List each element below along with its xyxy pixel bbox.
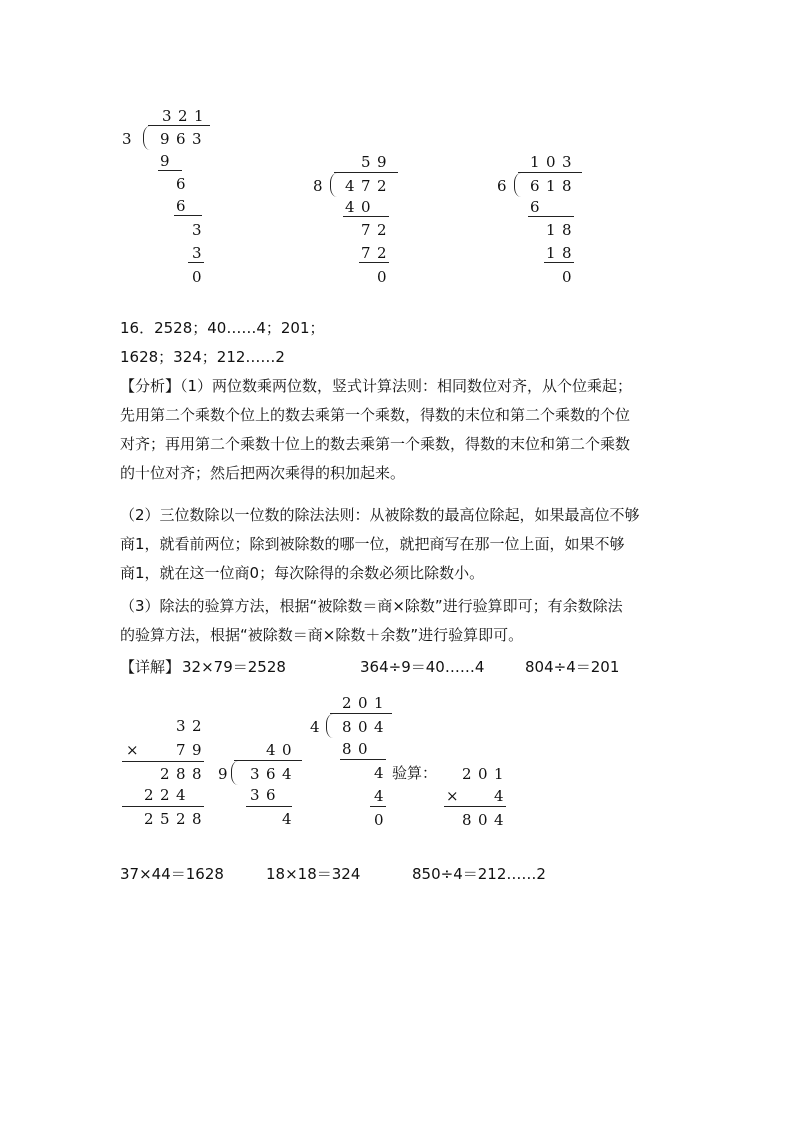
dividend-digit: 7: [361, 177, 371, 195]
equation: 804÷4＝201: [525, 658, 620, 676]
divisor: 8: [313, 177, 323, 195]
remainder: 0: [192, 268, 202, 286]
check-label: 验算：: [392, 764, 438, 782]
result-digit: 2: [144, 810, 154, 828]
analysis-paragraph: （2）三位数除以一位数的除法法则：从被除数的最高位除起，如果最高位不够: [120, 506, 640, 524]
multiplicand-digit: 3: [176, 717, 186, 735]
equation: 37×44＝1628: [120, 865, 224, 883]
equation: 850÷4＝212……2: [412, 865, 546, 883]
partial-digit: 8: [176, 765, 186, 783]
answer-line-1: 16．2528；40……4；201；: [120, 319, 325, 337]
quotient-digit: 0: [282, 741, 292, 759]
division-bracket: [514, 173, 521, 197]
partial-digit: 2: [160, 786, 170, 804]
dividend-digit: 8: [562, 177, 572, 195]
step-digit: 1: [546, 244, 556, 262]
quotient-digit: 3: [562, 153, 572, 171]
remainder: 4: [282, 810, 292, 828]
times-sign: ×: [126, 741, 139, 759]
dividend-digit: 3: [192, 130, 202, 148]
check-digit: 4: [494, 787, 504, 805]
step-digit: 6: [266, 786, 276, 804]
equation: 32×79＝2528: [182, 658, 286, 676]
analysis-paragraph: 商1，就在这一位商0；每次除得的余数必须比除数小。: [120, 564, 485, 582]
dividend-digit: 6: [176, 130, 186, 148]
division-bracket: [231, 761, 238, 785]
result-digit: 5: [160, 810, 170, 828]
division-bar: [148, 125, 210, 126]
multiplier-digit: 7: [176, 741, 186, 759]
product-line: [444, 806, 506, 807]
step-digit: 3: [250, 786, 260, 804]
step-line: [528, 216, 574, 217]
step-line: [544, 262, 574, 263]
step-line: [370, 806, 386, 807]
quotient-digit: 4: [266, 741, 276, 759]
step-digit: 9: [160, 152, 170, 170]
division-bar: [234, 760, 302, 761]
analysis-paragraph: 的验算方法，根据“被除数＝商×除数＋余数”进行验算即可。: [120, 626, 524, 644]
step-digit: 8: [562, 244, 572, 262]
dividend-digit: 6: [530, 177, 540, 195]
dividend-digit: 4: [345, 177, 355, 195]
dividend-digit: 4: [374, 718, 384, 736]
dividend-digit: 4: [282, 765, 292, 783]
step-digit: 0: [361, 198, 371, 216]
dividend-digit: 8: [342, 718, 352, 736]
partial-digit: 8: [192, 765, 202, 783]
step-line: [359, 262, 389, 263]
step-line: [174, 215, 202, 216]
dividend-digit: 6: [266, 765, 276, 783]
remainder: 0: [562, 268, 572, 286]
dividend-digit: 9: [160, 130, 170, 148]
quotient-digit: 5: [361, 153, 371, 171]
quotient-digit: 0: [358, 694, 368, 712]
divisor: 9: [218, 765, 228, 783]
analysis-paragraph: 对齐；再用第二个乘数十位上的数去乘第一个乘数，得数的末位和第二个乘数: [120, 435, 631, 453]
step-digit: 3: [192, 221, 202, 239]
partial-digit: 4: [176, 786, 186, 804]
check-result-digit: 0: [478, 811, 488, 829]
detail-label: 【详解】: [120, 658, 181, 676]
product-line: [122, 806, 204, 807]
quotient-digit: 1: [194, 107, 204, 125]
step-digit: 6: [530, 198, 540, 216]
times-sign: ×: [446, 787, 459, 805]
divisor: 4: [310, 718, 320, 736]
step-digit: 2: [377, 221, 387, 239]
check-result-digit: 4: [494, 811, 504, 829]
dividend-digit: 0: [358, 718, 368, 736]
dividend-digit: 2: [377, 177, 387, 195]
step-line: [340, 759, 386, 760]
partial-digit: 2: [160, 765, 170, 783]
division-bracket: [326, 714, 333, 738]
analysis-paragraph: 先用第二个乘数个位上的数去乘第一个乘数，得数的末位和第二个乘数的个位: [120, 406, 631, 424]
quotient-digit: 1: [374, 694, 384, 712]
divisor: 3: [122, 130, 132, 148]
division-bracket: [330, 173, 337, 197]
remainder: 0: [374, 811, 384, 829]
step-digit: 1: [546, 221, 556, 239]
product-line: [122, 761, 204, 762]
step-digit: 7: [361, 244, 371, 262]
dividend-digit: 1: [546, 177, 556, 195]
check-digit: 2: [462, 765, 472, 783]
division-bar: [334, 172, 398, 173]
quotient-digit: 2: [342, 694, 352, 712]
step-line: [158, 170, 182, 171]
quotient-digit: 3: [162, 107, 172, 125]
equation: 18×18＝324: [266, 865, 361, 883]
multiplicand-digit: 2: [192, 717, 202, 735]
step-digit: 2: [377, 244, 387, 262]
partial-digit: 2: [144, 786, 154, 804]
step-line: [246, 806, 292, 807]
dividend-digit: 3: [250, 765, 260, 783]
check-digit: 0: [478, 765, 488, 783]
division-bar: [330, 713, 392, 714]
result-digit: 2: [176, 810, 186, 828]
quotient-digit: 0: [546, 153, 556, 171]
check-digit: 1: [494, 765, 504, 783]
step-digit: 0: [358, 740, 368, 758]
analysis-paragraph: （3）除法的验算方法，根据“被除数＝商×除数”进行验算即可；有余数除法: [120, 597, 623, 615]
divisor: 6: [497, 177, 507, 195]
step-digit: 4: [374, 764, 384, 782]
step-digit: 4: [374, 787, 384, 805]
analysis-paragraph: 【分析】（1）两位数乘两位数，竖式计算法则：相同数位对齐，从个位乘起；: [120, 377, 633, 395]
analysis-paragraph: 商1，就看前两位；除到被除数的哪一位，就把商写在那一位上面，如果不够: [120, 535, 625, 553]
division-bracket: [143, 126, 150, 150]
check-result-digit: 8: [462, 811, 472, 829]
step-digit: 3: [192, 244, 202, 262]
quotient-digit: 2: [178, 107, 188, 125]
multiplier-digit: 9: [192, 741, 202, 759]
step-line: [188, 262, 204, 263]
step-digit: 6: [176, 197, 186, 215]
step-line: [343, 216, 389, 217]
remainder: 0: [377, 268, 387, 286]
quotient-digit: 1: [530, 153, 540, 171]
step-digit: 7: [361, 221, 371, 239]
equation: 364÷9＝40……4: [360, 658, 485, 676]
step-digit: 6: [176, 175, 186, 193]
division-bar: [518, 172, 582, 173]
answer-line-2: 1628；324；212……2: [120, 348, 285, 366]
quotient-digit: 9: [377, 153, 387, 171]
step-digit: 8: [562, 221, 572, 239]
analysis-paragraph: 的十位对齐；然后把两次乘得的积加起来。: [120, 464, 406, 482]
step-digit: 4: [345, 198, 355, 216]
result-digit: 8: [192, 810, 202, 828]
step-digit: 8: [342, 740, 352, 758]
